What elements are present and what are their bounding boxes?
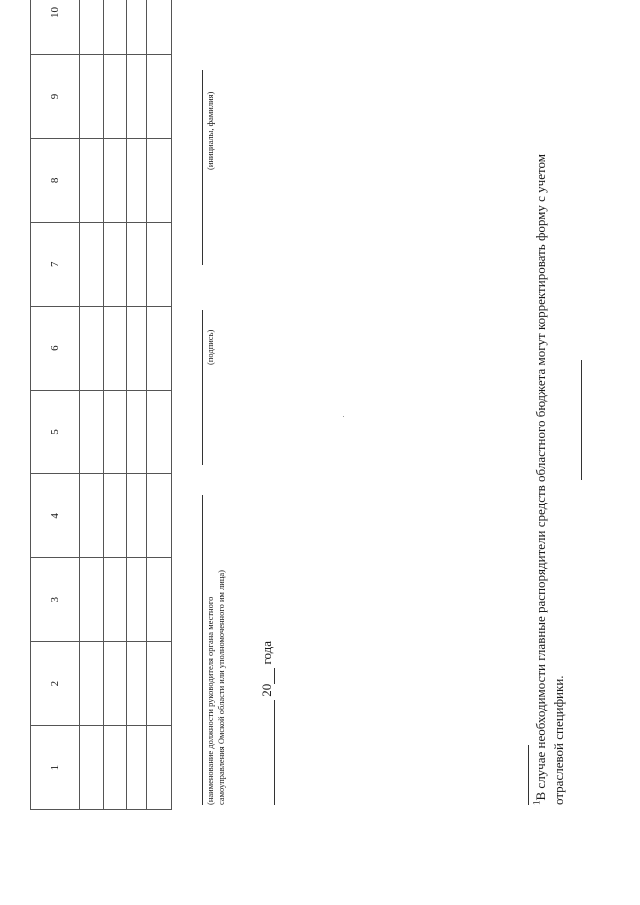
table-cell (127, 0, 147, 54)
footnote-text-1: В случае необходимости главные распорядители средств областного бюджета могут корректировать форму с учетом (533, 154, 548, 801)
table-cell (80, 306, 104, 390)
signature-caption: (подпись) (205, 329, 215, 365)
table-cell (127, 54, 147, 138)
signature-line (202, 310, 203, 465)
position-signature-line (202, 495, 203, 805)
table-cell (80, 642, 104, 726)
column-number-6: 6 (31, 306, 80, 390)
table-cell (104, 474, 127, 558)
year-suffix: года (259, 640, 274, 665)
name-caption: (инициалы, фамилия) (205, 91, 215, 170)
table-cell (147, 390, 172, 474)
footnote-separator (528, 745, 529, 805)
table-row (147, 0, 172, 810)
table-cell (127, 726, 147, 810)
year-blank (262, 668, 275, 684)
table-cell (104, 558, 127, 642)
date-line (259, 641, 275, 805)
table-cell (127, 474, 147, 558)
column-number-1: 1 (31, 726, 80, 810)
table-cell (104, 222, 127, 306)
table-cell (147, 474, 172, 558)
table-cell (104, 642, 127, 726)
table-cell (80, 54, 104, 138)
table-cell (147, 138, 172, 222)
position-caption-line-2: самоуправления Омской области или уполномоченного им лица) (216, 569, 226, 805)
footnote-text-line-2: отраслевой специфики. (551, 675, 566, 805)
table-cell (80, 474, 104, 558)
column-number-5: 5 (31, 390, 80, 474)
data-table (30, 0, 172, 810)
table-cell (147, 0, 172, 54)
table-cell (80, 222, 104, 306)
table-row (127, 0, 147, 810)
year-prefix: 20 (259, 683, 274, 697)
column-number-9: 9 (31, 54, 80, 138)
date-day-month-blank (262, 700, 275, 805)
table-cell (147, 222, 172, 306)
table-cell (147, 642, 172, 726)
table-cell (127, 390, 147, 474)
table-cell (104, 138, 127, 222)
scan-speck (343, 416, 344, 417)
table-cell (80, 726, 104, 810)
position-caption-line-1: (наименование должности руководителя органа местного (205, 596, 215, 805)
column-number-4: 4 (31, 474, 80, 558)
table-cell (104, 54, 127, 138)
column-number-2: 2 (31, 642, 80, 726)
table-cell (127, 222, 147, 306)
column-number-8: 8 (31, 138, 80, 222)
table-header-row (31, 0, 80, 810)
table-row (80, 0, 104, 810)
footnote-marker: 1 (531, 800, 542, 805)
table-cell (80, 0, 104, 54)
footnote-text-line-1 (533, 154, 549, 805)
end-separator-line (581, 360, 582, 480)
table-cell (127, 558, 147, 642)
table-cell (104, 726, 127, 810)
table-cell (147, 306, 172, 390)
table-cell (104, 390, 127, 474)
table-cell (104, 0, 127, 54)
table-cell (80, 390, 104, 474)
table-cell (147, 558, 172, 642)
table-cell (147, 54, 172, 138)
table-cell (127, 306, 147, 390)
column-number-3: 3 (31, 558, 80, 642)
table-row (104, 0, 127, 810)
table-cell (127, 642, 147, 726)
table-cell (80, 138, 104, 222)
table-cell (147, 726, 172, 810)
column-number-10: 10 (31, 0, 80, 54)
table-cell (104, 306, 127, 390)
column-number-7: 7 (31, 222, 80, 306)
table-cell (127, 138, 147, 222)
name-line (202, 70, 203, 265)
table-cell (80, 558, 104, 642)
